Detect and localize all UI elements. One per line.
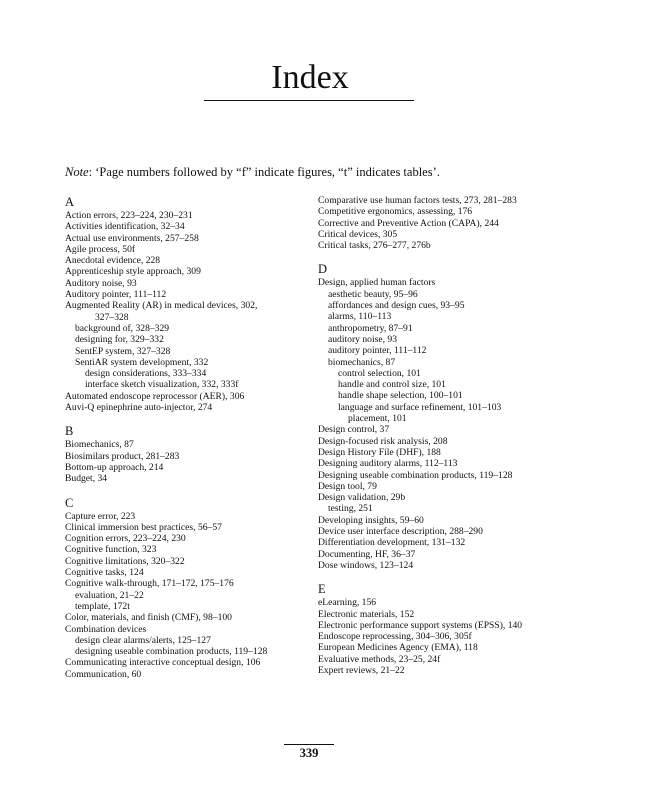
index-entry: evaluation, 21–22	[75, 589, 144, 601]
index-entry: Electronic materials, 152	[318, 608, 415, 620]
index-entry: aesthetic beauty, 95–96	[328, 288, 418, 300]
index-entry: Cognitive function, 323	[65, 544, 157, 556]
index-entry: interface sketch visualization, 332, 333f	[85, 379, 239, 391]
index-entry: European Medicines Agency (EMA), 118	[318, 642, 478, 654]
index-section	[318, 262, 578, 571]
index-entry: Design History File (DHF), 188	[318, 446, 441, 458]
index-entry: Expert reviews, 21–22	[318, 664, 405, 676]
page-number-rule	[284, 744, 334, 745]
index-entry: Budget, 34	[65, 473, 108, 485]
index-entry: Communicating interactive conceptual design, 106	[65, 657, 261, 669]
index-entry: testing, 251	[328, 503, 373, 515]
index-entry: Bottom-up approach, 214	[65, 461, 164, 473]
section-letter: C	[65, 495, 74, 510]
index-entry: SentEP system, 327–328	[75, 345, 171, 357]
index-entry: auditory pointer, 111–112	[328, 345, 427, 357]
index-entry: control selection, 101	[338, 367, 421, 379]
page-number: 339	[299, 746, 319, 760]
index-entry: Critical devices, 305	[318, 228, 398, 240]
section-letter: E	[318, 582, 326, 597]
index-entry: Endoscope reprocessing, 304–306, 305f	[318, 631, 472, 643]
index-entry: affordances and design cues, 93–95	[328, 300, 465, 312]
index-entry: background of, 328–329	[75, 322, 170, 334]
index-entry: Evaluative methods, 23–25, 24f	[318, 653, 441, 665]
index-entry: Communication, 60	[65, 668, 142, 680]
index-entry: Anecdotal evidence, 228	[65, 255, 161, 267]
index-entry: Critical tasks, 276–277, 276b	[318, 240, 431, 252]
index-entry: template, 172t	[75, 600, 130, 612]
index-entry: handle shape selection, 100–101	[338, 390, 463, 402]
note-text: : ‘Page numbers followed by “f” indicate figures, “t” indicates tables’.	[88, 165, 440, 179]
index-entry: Actual use environments, 257–258	[65, 232, 199, 244]
index-entry: Corrective and Preventive Action (CAPA), 244	[318, 217, 499, 229]
index-entry: Capture error, 223	[65, 510, 136, 522]
page-title: Index	[271, 59, 349, 96]
index-column-left	[65, 195, 305, 691]
index-entry: Dose windows, 123–124	[318, 559, 414, 571]
index-entry: Competitive ergonomics, assessing, 176	[318, 206, 473, 218]
section-letter: D	[318, 262, 328, 277]
index-entry: Comparative use human factors tests, 273, 281–283	[318, 195, 517, 206]
index-entry: handle and control size, 101	[338, 379, 446, 391]
index-entry: alarms, 110–113	[328, 311, 392, 323]
index-entry: design clear alarms/alerts, 125–127	[75, 634, 211, 646]
index-entry: Design-focused risk analysis, 208	[318, 435, 448, 447]
index-entry: Documenting, HF, 36–37	[318, 548, 416, 560]
index-entry: Apprenticeship style approach, 309	[65, 266, 201, 278]
note-label: Note	[65, 165, 89, 179]
index-entry: design considerations, 333–334	[85, 368, 207, 380]
index-entry: Action errors, 223–224, 230–231	[65, 210, 193, 221]
index-entry: Designing useable combination products, 119–128	[318, 469, 513, 481]
index-entry: Combination devices	[65, 623, 147, 635]
index-section	[65, 195, 305, 413]
index-note	[65, 165, 585, 180]
index-entry: Auditory noise, 93	[65, 277, 137, 289]
index-entry: anthropometry, 87–91	[328, 322, 413, 334]
index-entry: biomechanics, 87	[328, 356, 396, 368]
index-entry: Design validation, 29b	[318, 492, 406, 504]
index-column-right	[318, 195, 578, 687]
index-entry: Developing insights, 59–60	[318, 514, 424, 526]
index-entry: Clinical immersion best practices, 56–57	[65, 521, 222, 533]
index-section	[65, 424, 305, 484]
index-entry: Automated endoscope reprocessor (AER), 306	[65, 390, 245, 402]
index-entry: Biomechanics, 87	[65, 439, 134, 451]
index-entry: 327–328	[95, 311, 129, 323]
index-entry: placement, 101	[348, 413, 407, 425]
index-entry: Cognitive walk-through, 171–172, 175–176	[65, 578, 234, 590]
index-entry: designing useable combination products, 119–128	[75, 646, 268, 658]
index-entry: Designing auditory alarms, 112–113	[318, 458, 458, 470]
index-entry: Auditory pointer, 111–112	[65, 289, 167, 301]
index-section	[65, 496, 305, 680]
index-entry: Design tool, 79	[318, 480, 377, 492]
index-entry: Agile process, 50f	[65, 243, 136, 255]
index-entry: Cognition errors, 223–224, 230	[65, 533, 186, 545]
index-entry: designing for, 329–332	[75, 334, 164, 346]
index-section	[318, 582, 578, 676]
section-letter: A	[65, 195, 75, 209]
index-entry: Biosimilars product, 281–283	[65, 450, 180, 462]
index-entry: Design, applied human factors	[318, 277, 436, 289]
index-entry: Cognitive limitations, 320–322	[65, 555, 185, 567]
index-entry: Cognitive tasks, 124	[65, 567, 144, 579]
index-entry: Augmented Reality (AR) in medical devices, 302,	[65, 300, 258, 312]
index-entry: language and surface refinement, 101–103	[338, 401, 502, 413]
index-entry: Device user interface description, 288–290	[318, 526, 483, 538]
index-entry: Activities identification, 32–34	[65, 221, 185, 233]
index-entry: Differentiation development, 131–132	[318, 537, 466, 549]
index-entry: auditory noise, 93	[328, 333, 398, 345]
index-entry: Design control, 37	[318, 424, 390, 436]
index-entry: eLearning, 156	[318, 597, 377, 609]
index-entry: Electronic performance support systems (EPSS), 140	[318, 619, 523, 631]
index-section	[318, 195, 578, 251]
index-entry: SentiAR system development, 332	[75, 356, 209, 368]
index-entry: Auvi-Q epinephrine auto-injector, 274	[65, 402, 213, 414]
section-letter: B	[65, 424, 74, 439]
index-entry: Color, materials, and finish (CMF), 98–100	[65, 612, 232, 624]
title-underline	[204, 100, 414, 101]
